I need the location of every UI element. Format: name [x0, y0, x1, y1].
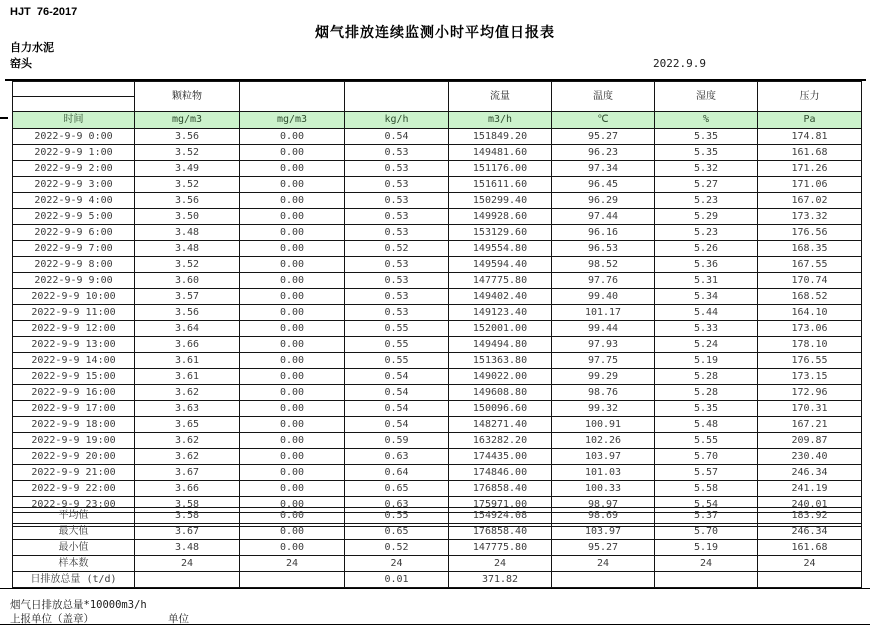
- left-edge-tick: [0, 117, 8, 119]
- value-cell: 149554.80: [449, 241, 552, 257]
- value-cell: 151363.80: [449, 353, 552, 369]
- value-cell: 96.23: [552, 145, 655, 161]
- value-cell: 209.87: [758, 433, 862, 449]
- summary-row: [13, 524, 862, 540]
- value-cell: 5.28: [655, 385, 758, 401]
- summary-label-cell: 日排放总量 (t/d): [13, 572, 135, 588]
- value-cell: 0.00: [240, 177, 345, 193]
- value-cell: 3.61: [135, 353, 240, 369]
- value-cell: 102.26: [552, 433, 655, 449]
- value-cell: 0.53: [345, 257, 449, 273]
- time-cell: 2022-9-9 0:00: [13, 129, 135, 145]
- value-cell: 173.32: [758, 209, 862, 225]
- cell: [13, 97, 135, 112]
- value-cell: 0.53: [345, 161, 449, 177]
- value-cell: 0.00: [240, 241, 345, 257]
- value-cell: 95.27: [552, 540, 655, 556]
- value-cell: 0.00: [240, 225, 345, 241]
- value-cell: 0.01: [345, 572, 449, 588]
- value-cell: 3.62: [135, 433, 240, 449]
- value-cell: 0.00: [240, 524, 345, 540]
- value-cell: 3.63: [135, 401, 240, 417]
- value-cell: 0.53: [345, 305, 449, 321]
- value-cell: 3.61: [135, 369, 240, 385]
- value-cell: 240.01: [758, 497, 862, 513]
- value-cell: 149594.40: [449, 257, 552, 273]
- value-cell: 0.00: [240, 209, 345, 225]
- value-cell: 99.40: [552, 289, 655, 305]
- unit-cell: Pa: [758, 112, 862, 129]
- value-cell: 0.54: [345, 417, 449, 433]
- value-cell: 3.52: [135, 177, 240, 193]
- value-cell: 3.58: [135, 497, 240, 513]
- value-cell: 5.70: [655, 524, 758, 540]
- value-cell: 101.03: [552, 465, 655, 481]
- value-cell: 5.48: [655, 417, 758, 433]
- cell: [345, 82, 449, 112]
- value-cell: 0.65: [345, 481, 449, 497]
- value-cell: 151176.00: [449, 161, 552, 177]
- value-cell: 0.00: [240, 417, 345, 433]
- value-cell: 3.62: [135, 385, 240, 401]
- value-cell: 0.00: [240, 508, 345, 524]
- value-cell: 0.64: [345, 465, 449, 481]
- value-cell: 24: [135, 556, 240, 572]
- value-cell: 0.54: [345, 369, 449, 385]
- value-cell: 170.31: [758, 401, 862, 417]
- value-cell: 0.63: [345, 497, 449, 513]
- time-cell: 2022-9-9 19:00: [13, 433, 135, 449]
- value-cell: 176.56: [758, 225, 862, 241]
- value-cell: 176858.40: [449, 524, 552, 540]
- value-cell: 174.81: [758, 129, 862, 145]
- value-cell: 149494.80: [449, 337, 552, 353]
- value-cell: 161.68: [758, 540, 862, 556]
- value-cell: 3.67: [135, 465, 240, 481]
- value-cell: 174435.00: [449, 449, 552, 465]
- time-cell: 2022-9-9 3:00: [13, 177, 135, 193]
- report-table: [12, 81, 862, 527]
- value-cell: 24: [758, 556, 862, 572]
- table-row: [13, 209, 862, 225]
- units-header-row: [13, 112, 862, 129]
- table-row: [13, 449, 862, 465]
- summary-label-cell: 最小值: [13, 540, 135, 556]
- time-cell: 2022-9-9 7:00: [13, 241, 135, 257]
- value-cell: 98.52: [552, 257, 655, 273]
- value-cell: 172.96: [758, 385, 862, 401]
- time-cell: 2022-9-9 5:00: [13, 209, 135, 225]
- summary-label-cell: 最大值: [13, 524, 135, 540]
- value-cell: 0.55: [345, 508, 449, 524]
- value-cell: 149928.60: [449, 209, 552, 225]
- value-cell: 5.24: [655, 337, 758, 353]
- value-cell: 230.40: [758, 449, 862, 465]
- value-cell: 96.16: [552, 225, 655, 241]
- value-cell: 246.34: [758, 465, 862, 481]
- doc-code: HJT 76-2017: [10, 6, 78, 18]
- cell: [240, 82, 345, 112]
- value-cell: 3.48: [135, 540, 240, 556]
- footnote-flow-total: 烟气日排放总量*10000m3/h: [10, 599, 147, 611]
- value-cell: 176.55: [758, 353, 862, 369]
- value-cell: 0.55: [345, 337, 449, 353]
- value-cell: 3.56: [135, 193, 240, 209]
- value-cell: 5.35: [655, 401, 758, 417]
- value-cell: 5.19: [655, 540, 758, 556]
- report-unit-label: 上报单位（盖章）: [10, 613, 94, 625]
- table-row: [13, 353, 862, 369]
- value-cell: 5.44: [655, 305, 758, 321]
- value-cell: 5.28: [655, 369, 758, 385]
- page-title: 烟气排放连续监测小时平均值日报表: [315, 24, 555, 40]
- time-cell: 2022-9-9 15:00: [13, 369, 135, 385]
- time-cell: 2022-9-9 16:00: [13, 385, 135, 401]
- value-cell: 97.75: [552, 353, 655, 369]
- value-cell: 174846.00: [449, 465, 552, 481]
- value-cell: 96.53: [552, 241, 655, 257]
- value-cell: 149022.00: [449, 369, 552, 385]
- value-cell: 3.62: [135, 449, 240, 465]
- value-cell: 3.52: [135, 257, 240, 273]
- summary-row: [13, 556, 862, 572]
- value-cell: 171.26: [758, 161, 862, 177]
- summary-row: [13, 540, 862, 556]
- value-cell: 151849.20: [449, 129, 552, 145]
- time-column-header: 时间: [13, 112, 135, 129]
- value-cell: 24: [655, 556, 758, 572]
- time-cell: 2022-9-9 10:00: [13, 289, 135, 305]
- value-cell: 149402.40: [449, 289, 552, 305]
- value-cell: 5.35: [655, 145, 758, 161]
- column-group-temperature: 温度: [552, 82, 655, 112]
- value-cell: 103.97: [552, 449, 655, 465]
- value-cell: 5.37: [655, 508, 758, 524]
- value-cell: 3.48: [135, 225, 240, 241]
- value-cell: 5.70: [655, 449, 758, 465]
- value-cell: 24: [449, 556, 552, 572]
- value-cell: 163282.20: [449, 433, 552, 449]
- value-cell: 0.53: [345, 193, 449, 209]
- value-cell: 0.53: [345, 177, 449, 193]
- value-cell: 0.00: [240, 305, 345, 321]
- time-cell: 2022-9-9 13:00: [13, 337, 135, 353]
- group-header-row: [13, 82, 862, 97]
- summary-label-cell: 样本数: [13, 556, 135, 572]
- summary-label-cell: 平均值: [13, 508, 135, 524]
- value-cell: 5.27: [655, 177, 758, 193]
- time-cell: 2022-9-9 4:00: [13, 193, 135, 209]
- table-row: [13, 433, 862, 449]
- value-cell: 149123.40: [449, 305, 552, 321]
- time-cell: 2022-9-9 1:00: [13, 145, 135, 161]
- value-cell: 0.55: [345, 353, 449, 369]
- unit-cell: ℃: [552, 112, 655, 129]
- summary-row: [13, 572, 862, 588]
- value-cell: 100.33: [552, 481, 655, 497]
- value-cell: 0.00: [240, 481, 345, 497]
- value-cell: 5.54: [655, 497, 758, 513]
- time-cell: 2022-9-9 17:00: [13, 401, 135, 417]
- value-cell: 0.00: [240, 540, 345, 556]
- column-group-humidity: 湿度: [655, 82, 758, 112]
- value-cell: 153129.60: [449, 225, 552, 241]
- value-cell: 3.67: [135, 524, 240, 540]
- value-cell: 3.66: [135, 481, 240, 497]
- value-cell: 0.55: [345, 321, 449, 337]
- value-cell: 3.64: [135, 321, 240, 337]
- unit-cell: mg/m3: [135, 112, 240, 129]
- table-row: [13, 289, 862, 305]
- value-cell: 150299.40: [449, 193, 552, 209]
- table-row: [13, 465, 862, 481]
- table-row: [13, 273, 862, 289]
- time-cell: 2022-9-9 9:00: [13, 273, 135, 289]
- time-cell: 2022-9-9 18:00: [13, 417, 135, 433]
- table-row: [13, 257, 862, 273]
- value-cell: 0.00: [240, 321, 345, 337]
- table-row: [13, 417, 862, 433]
- company-name: 自力水泥: [10, 42, 54, 54]
- value-cell: 96.29: [552, 193, 655, 209]
- value-cell: 147775.80: [449, 273, 552, 289]
- value-cell: 96.45: [552, 177, 655, 193]
- table-row: [13, 193, 862, 209]
- value-cell: 0.00: [240, 465, 345, 481]
- value-cell: 5.32: [655, 161, 758, 177]
- value-cell: [135, 572, 240, 588]
- value-cell: 5.19: [655, 353, 758, 369]
- value-cell: 3.58: [135, 508, 240, 524]
- time-cell: 2022-9-9 22:00: [13, 481, 135, 497]
- value-cell: 5.57: [655, 465, 758, 481]
- value-cell: 3.57: [135, 289, 240, 305]
- table-row: [13, 321, 862, 337]
- table-row: [13, 225, 862, 241]
- value-cell: [240, 572, 345, 588]
- cell: [13, 82, 135, 97]
- value-cell: 173.06: [758, 321, 862, 337]
- value-cell: 24: [345, 556, 449, 572]
- time-cell: 2022-9-9 14:00: [13, 353, 135, 369]
- value-cell: 171.06: [758, 177, 862, 193]
- value-cell: 149481.60: [449, 145, 552, 161]
- value-cell: 0.00: [240, 401, 345, 417]
- value-cell: 97.34: [552, 161, 655, 177]
- value-cell: 0.00: [240, 369, 345, 385]
- value-cell: 0.00: [240, 433, 345, 449]
- value-cell: 164.10: [758, 305, 862, 321]
- column-group-flow: 流量: [449, 82, 552, 112]
- table-row: [13, 369, 862, 385]
- value-cell: 3.52: [135, 145, 240, 161]
- value-cell: 241.19: [758, 481, 862, 497]
- value-cell: 5.35: [655, 129, 758, 145]
- value-cell: 175971.00: [449, 497, 552, 513]
- time-cell: 2022-9-9 21:00: [13, 465, 135, 481]
- value-cell: 149608.80: [449, 385, 552, 401]
- value-cell: 168.52: [758, 289, 862, 305]
- value-cell: 99.29: [552, 369, 655, 385]
- value-cell: 99.32: [552, 401, 655, 417]
- value-cell: 0.00: [240, 273, 345, 289]
- table-row: [13, 337, 862, 353]
- time-cell: 2022-9-9 20:00: [13, 449, 135, 465]
- value-cell: 0.00: [240, 337, 345, 353]
- value-cell: 3.56: [135, 129, 240, 145]
- value-cell: 0.52: [345, 241, 449, 257]
- value-cell: 97.93: [552, 337, 655, 353]
- value-cell: 24: [240, 556, 345, 572]
- value-cell: 147775.80: [449, 540, 552, 556]
- table-row: [13, 177, 862, 193]
- table-row: [13, 241, 862, 257]
- unit-cell: kg/h: [345, 112, 449, 129]
- value-cell: 5.23: [655, 193, 758, 209]
- value-cell: 0.00: [240, 129, 345, 145]
- value-cell: 100.91: [552, 417, 655, 433]
- value-cell: 5.23: [655, 225, 758, 241]
- unit-cell: mg/m3: [240, 112, 345, 129]
- table-row: [13, 481, 862, 497]
- value-cell: 178.10: [758, 337, 862, 353]
- time-cell: 2022-9-9 11:00: [13, 305, 135, 321]
- value-cell: 0.00: [240, 193, 345, 209]
- value-cell: 5.26: [655, 241, 758, 257]
- value-cell: 0.53: [345, 145, 449, 161]
- table-row: [13, 305, 862, 321]
- unit-cell: %: [655, 112, 758, 129]
- value-cell: 95.27: [552, 129, 655, 145]
- value-cell: 0.53: [345, 289, 449, 305]
- value-cell: 101.17: [552, 305, 655, 321]
- summary-row: [13, 508, 862, 524]
- value-cell: 0.00: [240, 385, 345, 401]
- value-cell: 98.76: [552, 385, 655, 401]
- table-bottom-rule-line: [0, 588, 870, 589]
- value-cell: 167.55: [758, 257, 862, 273]
- value-cell: 3.50: [135, 209, 240, 225]
- value-cell: 0.53: [345, 273, 449, 289]
- value-cell: 0.00: [240, 257, 345, 273]
- value-cell: 3.66: [135, 337, 240, 353]
- value-cell: 0.00: [240, 449, 345, 465]
- value-cell: 5.33: [655, 321, 758, 337]
- table-row: [13, 385, 862, 401]
- report-date: 2022.9.9: [653, 57, 706, 70]
- value-cell: 5.29: [655, 209, 758, 225]
- table-row: [13, 161, 862, 177]
- station-name: 窑头: [10, 58, 32, 70]
- value-cell: 152001.00: [449, 321, 552, 337]
- value-cell: 24: [552, 556, 655, 572]
- value-cell: 154924.08: [449, 508, 552, 524]
- time-cell: 2022-9-9 12:00: [13, 321, 135, 337]
- value-cell: 5.31: [655, 273, 758, 289]
- value-cell: 0.63: [345, 449, 449, 465]
- value-cell: 97.44: [552, 209, 655, 225]
- value-cell: 3.60: [135, 273, 240, 289]
- value-cell: 0.00: [240, 161, 345, 177]
- value-cell: 0.00: [240, 353, 345, 369]
- value-cell: 3.65: [135, 417, 240, 433]
- value-cell: 0.53: [345, 209, 449, 225]
- value-cell: 5.36: [655, 257, 758, 273]
- value-cell: [758, 572, 862, 588]
- value-cell: 161.68: [758, 145, 862, 161]
- value-cell: 98.69: [552, 508, 655, 524]
- value-cell: 0.52: [345, 540, 449, 556]
- table-row: [13, 129, 862, 145]
- value-cell: 5.34: [655, 289, 758, 305]
- value-cell: 151611.60: [449, 177, 552, 193]
- value-cell: 167.21: [758, 417, 862, 433]
- value-cell: [552, 572, 655, 588]
- value-cell: 0.53: [345, 225, 449, 241]
- value-cell: 3.48: [135, 241, 240, 257]
- value-cell: 0.54: [345, 385, 449, 401]
- unit-cell: m3/h: [449, 112, 552, 129]
- value-cell: 0.00: [240, 497, 345, 513]
- value-cell: 246.34: [758, 524, 862, 540]
- value-cell: 99.44: [552, 321, 655, 337]
- value-cell: 168.35: [758, 241, 862, 257]
- value-cell: 0.54: [345, 129, 449, 145]
- value-cell: 0.65: [345, 524, 449, 540]
- value-cell: [655, 572, 758, 588]
- time-cell: 2022-9-9 8:00: [13, 257, 135, 273]
- value-cell: 5.58: [655, 481, 758, 497]
- value-cell: 148271.40: [449, 417, 552, 433]
- value-cell: 170.74: [758, 273, 862, 289]
- value-cell: 0.54: [345, 401, 449, 417]
- value-cell: 3.56: [135, 305, 240, 321]
- column-group-pressure: 压力: [758, 82, 862, 112]
- value-cell: 3.49: [135, 161, 240, 177]
- table-row: [13, 401, 862, 417]
- time-cell: 2022-9-9 23:00: [13, 497, 135, 513]
- time-cell: 2022-9-9 6:00: [13, 225, 135, 241]
- column-group-particulate: 颗粒物: [135, 82, 240, 112]
- value-cell: 5.55: [655, 433, 758, 449]
- summary-table: [12, 507, 862, 588]
- value-cell: 0.00: [240, 289, 345, 305]
- value-cell: 371.82: [449, 572, 552, 588]
- value-cell: 103.97: [552, 524, 655, 540]
- value-cell: 0.59: [345, 433, 449, 449]
- value-cell: 167.02: [758, 193, 862, 209]
- value-cell: 176858.40: [449, 481, 552, 497]
- value-cell: 173.15: [758, 369, 862, 385]
- value-cell: 0.00: [240, 145, 345, 161]
- value-cell: 98.97: [552, 497, 655, 513]
- value-cell: 183.92: [758, 508, 862, 524]
- value-cell: 97.76: [552, 273, 655, 289]
- page-bottom-rule-line: [0, 624, 870, 625]
- table-row: [13, 145, 862, 161]
- unit-label: 单位: [168, 613, 189, 625]
- value-cell: 150096.60: [449, 401, 552, 417]
- time-cell: 2022-9-9 2:00: [13, 161, 135, 177]
